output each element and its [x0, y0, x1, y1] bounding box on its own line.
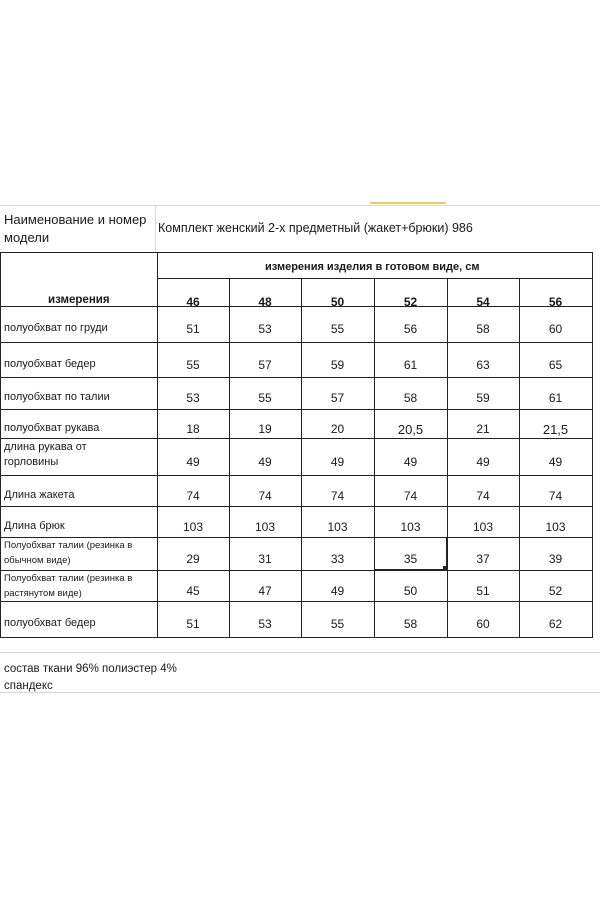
measurement-value: 49 — [258, 454, 272, 469]
measurement-value: 51 — [186, 322, 200, 336]
measurement-value: 53 — [258, 322, 272, 336]
measurement-value: 61 — [403, 357, 418, 372]
measurement-label: Полуобхват талии (резинка в — [4, 573, 133, 584]
table-border — [0, 570, 593, 571]
table-border — [0, 342, 593, 343]
measurement-value: 63 — [476, 357, 490, 372]
measurement-value: 49 — [548, 454, 563, 469]
measurement-value: 103 — [472, 519, 494, 534]
measurement-value: 37 — [476, 551, 490, 566]
measurement-value: 50 — [403, 583, 418, 598]
measurement-label: полуобхват по груди — [4, 322, 108, 334]
measurement-value: 55 — [330, 617, 345, 631]
measurement-value: 31 — [258, 551, 272, 566]
table-border — [0, 438, 593, 439]
measurement-value: 20,5 — [397, 421, 424, 437]
table-border — [0, 537, 593, 538]
table-border — [0, 409, 593, 410]
table-border — [0, 637, 593, 638]
measurement-value: 74 — [186, 488, 200, 503]
sheet-gridline — [0, 205, 600, 206]
measurement-value: 103 — [182, 519, 204, 534]
size-header: 48 — [258, 295, 272, 309]
measurement-label: Длина брюк — [4, 519, 65, 532]
table-border — [0, 252, 593, 253]
sheet-gridline — [155, 205, 156, 252]
size-header: 54 — [476, 295, 490, 309]
measurement-value: 60 — [476, 617, 490, 631]
measurement-value: 35 — [403, 551, 418, 566]
table-border — [0, 252, 1, 638]
measurement-value: 55 — [186, 357, 200, 372]
measurement-value: 55 — [330, 322, 345, 336]
measurement-value: 49 — [330, 583, 345, 598]
measurement-value: 74 — [548, 488, 563, 503]
table-border — [157, 252, 158, 638]
measurement-value: 51 — [186, 617, 200, 631]
measurement-value: 103 — [254, 519, 276, 534]
measurement-value: 59 — [330, 357, 345, 372]
size-header: 52 — [403, 295, 418, 309]
table-border — [0, 377, 593, 378]
measurement-label: полуобхват рукава — [4, 421, 100, 434]
measurement-value: 74 — [258, 488, 272, 503]
measurement-label: горловины — [4, 456, 59, 468]
model-name-label-line2: модели — [4, 230, 50, 245]
size-header: 56 — [548, 295, 563, 309]
measurement-label: полуобхват по талии — [4, 391, 110, 403]
measurements-span-header: измерения изделия в готовом виде, см — [265, 261, 480, 273]
measurement-value: 55 — [258, 391, 272, 405]
measurement-value: 51 — [476, 583, 490, 598]
measurement-value: 74 — [330, 488, 345, 503]
table-border — [0, 506, 593, 507]
measurement-label: длина рукава от — [4, 441, 87, 453]
measurement-value: 52 — [548, 583, 563, 598]
measurement-value: 53 — [186, 391, 200, 405]
measurement-value: 65 — [548, 357, 563, 372]
measurement-value: 21,5 — [542, 421, 569, 437]
measurement-value: 59 — [476, 391, 490, 405]
measurement-value: 103 — [545, 519, 566, 534]
measurement-value: 49 — [186, 454, 200, 469]
fabric-composition-line1: состав ткани 96% полиэстер 4% — [4, 663, 177, 675]
sheet-gridline — [0, 652, 600, 653]
measurement-value: 39 — [548, 551, 563, 566]
measurement-label: полуобхват бедер — [4, 357, 96, 370]
measurement-value: 61 — [548, 391, 563, 405]
measurement-value: 58 — [403, 391, 418, 405]
measurement-value: 21 — [476, 421, 490, 436]
measurement-label: Длина жакета — [4, 488, 75, 501]
measurement-value: 74 — [476, 488, 490, 503]
measurement-label: растянутом виде) — [4, 588, 82, 599]
measurement-label: Полуобхват талии (резинка в — [4, 540, 133, 551]
size-header: 46 — [186, 295, 200, 309]
measurement-value: 53 — [258, 617, 272, 631]
measurement-value: 18 — [186, 421, 200, 436]
measurement-value: 60 — [548, 322, 563, 336]
measurements-column-header: измерения — [48, 294, 110, 306]
measurement-value: 45 — [186, 583, 200, 598]
measurement-value: 103 — [327, 519, 348, 534]
measurement-value: 19 — [258, 421, 272, 436]
measurement-value: 103 — [400, 519, 421, 534]
table-border — [0, 601, 593, 602]
measurement-value: 58 — [403, 617, 418, 631]
table-border — [0, 475, 593, 476]
measurement-value: 29 — [186, 551, 200, 566]
measurement-value: 20 — [330, 421, 345, 436]
table-border — [592, 252, 593, 638]
measurement-value: 74 — [403, 488, 418, 503]
measurement-value: 57 — [330, 391, 345, 405]
table-border — [157, 278, 593, 279]
measurement-label: полуобхват бедер — [4, 617, 96, 629]
column-highlight-accent — [370, 202, 446, 204]
measurement-value: 49 — [403, 454, 418, 469]
measurement-value: 47 — [258, 583, 272, 598]
model-title: Комплект женский 2-х предметный (жакет+брюки) 986 — [158, 221, 473, 235]
measurement-value: 62 — [548, 617, 563, 631]
measurement-value: 57 — [258, 357, 272, 372]
fabric-composition-line2: спандекс — [4, 680, 53, 692]
measurement-value: 33 — [330, 551, 345, 566]
measurement-value: 56 — [403, 322, 418, 336]
size-header: 50 — [330, 295, 345, 309]
measurement-value: 49 — [330, 454, 345, 469]
measurement-value: 58 — [476, 322, 490, 336]
sheet-gridline — [0, 692, 600, 693]
model-name-label-line1: Наименование и номер — [4, 212, 147, 227]
measurement-value: 49 — [476, 454, 490, 469]
measurement-label: обычном виде) — [4, 555, 71, 566]
